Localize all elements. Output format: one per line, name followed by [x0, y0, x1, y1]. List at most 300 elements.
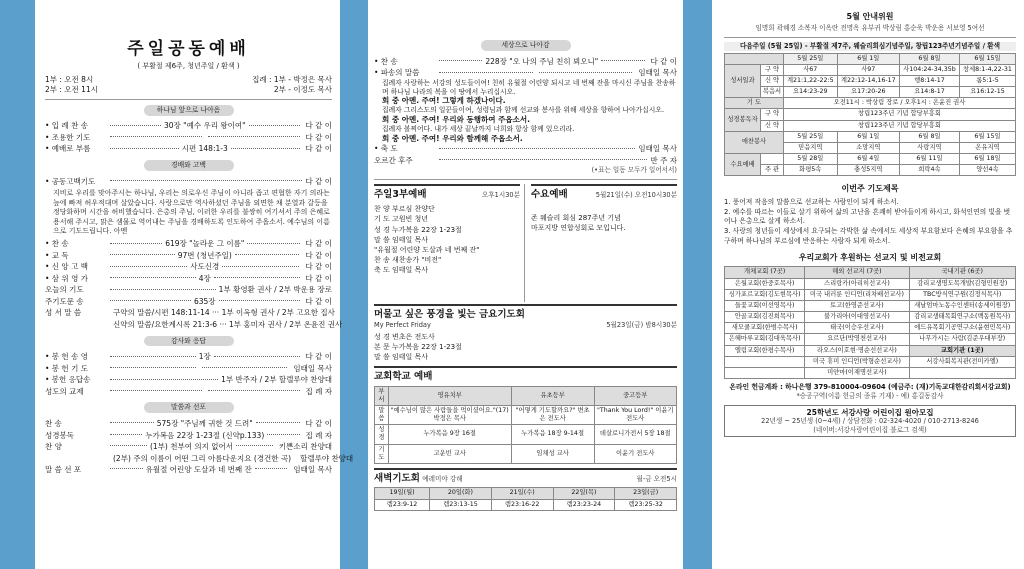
leader-dots	[222, 266, 299, 267]
order-row	[45, 418, 332, 430]
litany-speaker: 집례자	[382, 124, 404, 133]
ushers-list: 임명희 곽혜경 소복자 이옥란 전명옥 유부귀 박상림 홍순욱 박운용 서보영 5여선	[755, 24, 985, 33]
litany-line	[382, 115, 677, 125]
info-line: 기 도 고원빈 청년	[374, 215, 429, 224]
table-row	[375, 499, 677, 510]
table-cell: 누가복음 9장 16절	[388, 425, 511, 444]
table-cell: 6월 1일	[837, 53, 899, 64]
leader-dots	[539, 72, 633, 73]
table-cell: 6월 15일	[959, 53, 1015, 64]
info-line: 말 씀 임태일 목사	[374, 353, 429, 362]
table-cell: 사67	[783, 64, 837, 75]
table-cell	[725, 356, 805, 367]
leader-dots	[110, 379, 218, 380]
order-leader: 다 같 이	[305, 121, 333, 131]
order-label: • 조용한 기도	[45, 132, 91, 142]
table-row	[725, 75, 1016, 86]
order-row	[45, 363, 332, 375]
table-row	[725, 165, 1016, 176]
confession-text: 지비로 우리를 맞아주시는 하나님, 우리는 의로우신 주님이 아니라 좁고 편협한 자기 의라는 늪에 빠져 허우적대며 살았습니다. 사랑으로만 역사하셨던 주님을 외면한 채 분열과 갈등을 정당화하며 시간을 허비했습니다. 은총의 주님, 이러한 우리를 불쌍히 여기셔서 주의 은혜로 용서해 주시고, 맑은 샘물로 역어내는 주님을 경배하도록 인도하여 주옵소서. 예수님의 이름으로 기도드립니다. 아멘	[53, 189, 330, 236]
order-item: 사도신경	[190, 262, 220, 272]
order-label: • 봉헌 응답송	[45, 375, 91, 385]
table-cell: 오전11시 : 박상림 장로 / 오후1시 : 온윤진 권사	[783, 98, 1015, 109]
table-row	[725, 109, 1016, 120]
order-row	[45, 121, 332, 133]
info-line: 찬 송 새찬송가 "비전"	[374, 256, 442, 264]
order-leader: 다 같 이	[305, 144, 333, 154]
table-row	[725, 64, 1016, 75]
order-row	[45, 296, 332, 308]
table-cell: 싱가포르교회(김도현목사)	[725, 289, 805, 300]
table-row	[375, 405, 677, 424]
table-cell: "어떻게 기도할까요?" 변초은 전도사	[511, 405, 594, 424]
announcements-panel	[712, 0, 1024, 569]
litany-line	[382, 134, 677, 144]
mission-table	[724, 266, 1016, 379]
table-cell: 충성5지역	[837, 165, 899, 176]
section-header: 하나님 앞으로 나아옴	[144, 105, 234, 116]
litany-line	[382, 79, 677, 97]
order-row	[45, 308, 335, 320]
table-cell: 렘23:25-32	[615, 499, 677, 510]
leader-dots	[439, 72, 533, 73]
table-cell: 신 약	[761, 120, 784, 131]
leader-dots	[219, 300, 300, 301]
order-leader: 집 례 자	[305, 430, 333, 440]
info-line: 존 웨슬리 회심 287주년 기념	[531, 214, 621, 223]
column-header: 22일(목)	[553, 488, 615, 499]
order-row	[45, 250, 332, 262]
info-line: 2. 예수를 따르는 이들로 살기 위하여 삶의 고난을 흔쾌히 받아들이게 하시고, 화석인연의 빛을 벗어나 은총으로 살게 하소서.	[724, 207, 1011, 226]
donate-account: 온라인 헌금계좌 : 하나은행 379-810004-09604 (예금주: (재)기독교대한감리회서강교회)	[729, 383, 1011, 392]
section-rows	[45, 351, 332, 397]
leader-dots	[235, 254, 300, 255]
table-cell: 6월 18일	[959, 154, 1015, 165]
table-cell: 나무가시는 사람(김준우대부장)	[909, 334, 1015, 345]
table-cell: 미얀마(이재명선교사)	[805, 367, 909, 378]
table-cell: 6월 15일	[959, 131, 1015, 142]
donate-note: *승공구역(이름 헌금의 종류 기재) - 예) 홍길동감사	[796, 391, 944, 400]
table-cell: 감리교생태목회연구소(백동원목사)	[909, 312, 1015, 323]
order-label: 오늘의 기도	[45, 285, 84, 295]
litany-speaker: 회 중	[382, 96, 402, 106]
table-cell: 5월 28일	[783, 154, 837, 165]
table-cell: 화평5속	[783, 165, 837, 176]
leader-dots	[255, 468, 288, 469]
stand-note: (•표는 일동 모두가 일어서서)	[591, 166, 677, 175]
order-item: (2부) 주의 이름이 어떤 그리 아름다운지요 (경건한 곡)	[113, 453, 292, 463]
table-cell: 주 관	[761, 165, 784, 176]
table-cell: 안골교회(김진희목사)	[725, 312, 805, 323]
table-cell: 미국 내러룬 인디언(리차배선교사)	[805, 289, 909, 300]
table-cell: 요14:8-17	[899, 87, 959, 98]
leader-dots	[110, 422, 154, 423]
table-row	[725, 323, 1016, 334]
leader-dots	[214, 356, 300, 357]
order-item: 유월절 어린양 도살과 네 번째 잔	[145, 465, 252, 475]
leader-dots	[110, 367, 196, 368]
leader-dots	[110, 148, 179, 149]
table-cell: 구 약	[761, 64, 784, 75]
info-line: 성 경 변초은 전도사	[374, 332, 435, 341]
lectionary-table	[724, 53, 1016, 177]
schedule-panel	[368, 0, 683, 569]
info-line: 본 문 누가복음 22장 1-23절	[374, 343, 462, 351]
section-rows	[45, 239, 343, 331]
column-header: 부서	[375, 386, 389, 405]
order-leader: 다 같 이	[305, 352, 333, 362]
third-service-box: 주일3부예배 오후1시30분 찬 양 부르심 찬양단 기 도 고원빈 청년 성 경 누가복음 22장 1-23절 말 씀 임태일 목사 "유월절 어린양 도살과 네 번째 잔" 찬 송 새찬송가 "비전" 축 도 임태일 목사	[374, 184, 525, 302]
info-line: 1. 풍어져 작음의 말씀으로 선교하는 사람인이 되게 하소서.	[724, 197, 899, 206]
order-leader: 임태일 목사	[293, 363, 333, 373]
column-header: 영유치부	[388, 386, 511, 405]
prayer-title: 이번주 기도제목	[841, 184, 899, 194]
order-leader: 키쁜소리 찬양대	[278, 442, 332, 452]
order-item: 97번 (청년주일)	[177, 250, 232, 260]
leader-dots	[110, 277, 196, 278]
order-row	[45, 386, 332, 398]
order-leader: 다 같 이	[305, 262, 332, 272]
leader-dots	[110, 266, 187, 267]
benediction-row: • 축 도 임태일 목사	[374, 144, 677, 154]
leader-dots	[110, 136, 202, 137]
info-line: "유월절 어린양 도살과 네 번째 잔"	[374, 245, 480, 254]
order-label: • 예배로 부름	[45, 144, 91, 154]
table-cell: 고운빈 교사	[388, 444, 511, 463]
column-header: 20일(화)	[430, 488, 492, 499]
section-rows	[374, 56, 677, 79]
leader-dots	[231, 148, 300, 149]
order-item: 575장 "주님께 귀한 것 드려"	[156, 419, 253, 429]
table-cell: 창립123주년 기념 합당부흥회	[783, 109, 1015, 120]
order-leader: 임태일 목사	[293, 465, 332, 475]
table-header	[725, 267, 1016, 278]
litany-text: 사랑하는 서강의 성도들이여! 친히 유월절 어린양 되시고 네 번째 잔을 마시신 주님을 찬송하며 하나님 나라의 복을 이 땅에서 누리십시오.	[382, 78, 676, 96]
order-label: 찬 송	[45, 419, 62, 429]
order-row	[45, 441, 332, 453]
order-item: 30장 "예수 우리 왕이여"	[163, 121, 246, 131]
leader-dots	[110, 125, 161, 126]
table-row	[725, 154, 1016, 165]
order-item: (1부) 천부여 의지 없어서	[149, 442, 233, 452]
table-cell	[761, 154, 784, 165]
column-header: 유초등부	[511, 386, 594, 405]
table-cell: 구 약	[761, 109, 784, 120]
table-cell: 기 도	[725, 98, 784, 109]
column-header: 21일(수)	[491, 488, 553, 499]
table-cell: 사97	[837, 64, 899, 75]
table-cell: 이윤기 전도사	[594, 444, 676, 463]
leader-dots	[267, 434, 299, 435]
table-cell: 계21:1,22-22:5	[783, 75, 837, 86]
litany-line	[382, 125, 677, 134]
leader-dots	[110, 356, 196, 357]
section-header: 세상으로 나아감	[481, 40, 571, 51]
table-row	[725, 131, 1016, 142]
order-leader: 다 같 이	[305, 239, 333, 249]
order-label: • 교 독	[45, 250, 69, 260]
section-header: 경배와 고백	[144, 160, 234, 171]
order-item: 1부 반주자 / 2부 할렐루야 찬양대	[221, 375, 332, 385]
column-header: 개체교회 (7곳)	[725, 267, 805, 278]
table-cell: 계22:12-14,16-17	[837, 75, 899, 86]
table-header	[375, 488, 677, 499]
order-row	[45, 132, 332, 144]
litany-line	[382, 96, 677, 106]
order-leader: 집 례 자	[305, 386, 333, 396]
table-cell: "예수님이 많은 사람들을 먹이셨어요."(17) 박정은 목사	[388, 405, 511, 424]
info-line: 찬 양 부르심 찬양단	[374, 205, 435, 214]
order-item: 누가복음 22장 1-23절 (신약p.133)	[145, 430, 265, 440]
table-cell: 임채성 교사	[511, 444, 594, 463]
table-cell: 토고(한영준선교사)	[805, 300, 909, 311]
table-cell: 희락4속	[899, 165, 959, 176]
table-cell: 새모쿨교회(한범수목사)	[725, 323, 805, 334]
table-cell: "Thank You Lord!" 이윤기 전도사	[594, 405, 676, 424]
section-rows	[45, 121, 332, 156]
leader-dots	[110, 434, 142, 435]
table-cell: 사랑지역	[899, 142, 959, 153]
table-cell: 미국 휴미 인디언(박형순선교사)	[805, 356, 909, 367]
table-cell: 요르단(박영천선교사)	[805, 334, 909, 345]
order-label: • 찬 송	[45, 239, 69, 249]
daycare-box: 25학년도 서강사랑 어린이집 원아모집 22년생 ~ 25년생 (0~4세) / 상담전화 : 02-324-4020 / 010-2713-8246 (네이버:서강사랑어린이집 블로그 검색)	[724, 405, 1016, 438]
mission-title: 우리교회가 후원하는 선교지 및 비전교회	[798, 253, 942, 263]
table-cell: 렘23:13-15	[430, 499, 492, 510]
table-row	[725, 356, 1016, 367]
ushers-title: 5월 안내위원	[846, 12, 894, 21]
gutter-1	[340, 0, 368, 569]
table-cell: 요14:23-29	[783, 87, 837, 98]
litany-text: 아멘. 주여! 우리와 함께해 주옵소서.	[401, 133, 523, 143]
table-cell	[725, 367, 805, 378]
order-label: • 입 례 찬 송	[45, 121, 88, 131]
leader-dots	[214, 277, 300, 278]
order-leader: 다 같 이	[305, 296, 333, 306]
left-margin	[0, 0, 35, 569]
info-line: 말 씀 임태일 목사	[374, 235, 429, 244]
table-cell: 은혜마루교회(김대욱목사)	[725, 334, 805, 345]
order-row	[374, 56, 677, 68]
confession-row: • 공동고백기도 다 같 이	[45, 176, 332, 186]
table-header	[375, 386, 677, 405]
table-cell: 롬5:1-5	[959, 75, 1015, 86]
section-header: 말씀과 선포	[144, 402, 234, 413]
order-leader: 다 같 이	[305, 273, 333, 283]
order-label: • 찬 송	[374, 56, 398, 66]
order-row	[45, 285, 332, 297]
table-cell: 불가리아(이대영선교사)	[805, 312, 909, 323]
column-header: 19일(월)	[375, 488, 430, 499]
order-row	[45, 262, 332, 274]
table-row	[725, 312, 1016, 323]
table-cell: 라오스(이호현·명순선선교사)	[805, 345, 909, 356]
order-label: • 파송의 말씀	[374, 68, 420, 78]
table-cell: 에드유목회기공연구소(윤현민목사)	[909, 323, 1015, 334]
leader-dots	[256, 422, 300, 423]
table-cell	[909, 367, 1015, 378]
table-cell: 행8:14-17	[899, 75, 959, 86]
order-row	[45, 144, 332, 156]
order-row	[45, 453, 354, 465]
order-row	[374, 67, 677, 79]
next-sunday-title: 다음주일 (5월 25일) - 부활절 제7주, 웨슬리회심기념주일, 창립123주년기념주일 / 환색	[724, 42, 1016, 51]
litany-speaker: 집례자	[382, 78, 404, 87]
table-cell: 렘23:23-24	[553, 499, 615, 510]
table-cell: 말씀	[375, 405, 389, 424]
litany-text: 그리스도의 일꾼들이여, 성령님과 함께 선교와 봉사를 위해 세상을 향하여 나아가십시오.	[403, 106, 664, 115]
order-label: 성도의 교제	[45, 386, 84, 396]
leader-dots	[110, 390, 202, 391]
table-row	[725, 334, 1016, 345]
table-cell	[725, 53, 784, 64]
leader-dots	[110, 254, 175, 255]
order-item: 4장	[198, 273, 211, 283]
order-item: 신약의 말씀/요한계시록 21:3-6 ··· 1부 홍미자 권사 / 2부 온윤진 권사	[113, 319, 343, 329]
table-cell: 교회기관 (1곳)	[909, 345, 1015, 356]
leader-dots	[208, 136, 300, 137]
table-cell: 6월 8일	[899, 131, 959, 142]
table-row	[725, 53, 1016, 64]
table-row	[725, 289, 1016, 300]
table-cell: 렘23:9-12	[375, 499, 430, 510]
litany-speaker: 회 중	[382, 133, 402, 143]
order-leader: 다 같 이	[650, 56, 678, 66]
friday-prayer-box: 머물고 싶은 풍경을 빛는 금요기도회 My Perfect Friday 5월23일(금) 밤8시30분 성 경 변초은 전도사 본 문 누가복음 22장 1-23절 말 씀 임태일 목사	[374, 304, 677, 362]
table-cell: 사104:24-34,35b	[899, 64, 959, 75]
table-cell: 성경	[375, 425, 389, 444]
leader-dots	[110, 468, 143, 469]
order-row	[45, 351, 332, 363]
column-header: 해외 선교지 (7곳)	[805, 267, 909, 278]
column-header: 23일(금)	[615, 488, 677, 499]
info-line: 축 도 임태일 목사	[374, 266, 429, 275]
litany-text: 아멘. 주여! 그렇게 하겠나이다.	[401, 96, 506, 106]
order-row	[45, 273, 332, 285]
section-header: 감사와 응답	[144, 336, 234, 347]
table-cell: 서강사회복지관(전미카엘)	[909, 356, 1015, 367]
table-cell: 믿음지역	[783, 142, 837, 153]
info-line: 3. 사랑의 청년들이 세상에서 요구되는 각박한 삶 속에서도 세상적 부요함보다 은혜의 부요함을 추구하며 하나님의 부르심에 반응하는 사람자 되게 하소서.	[724, 227, 1013, 246]
table-row	[725, 300, 1016, 311]
church-school-box: 교회학교 예배 부서 영유치부 유초등부 중고등부 말씀 "예수님이 많은 사람들을 먹이셨어요."(17) 박정은 목사 "어떻게 기도할까요?" 변초은 전도사 "Thank You Lord!" 이윤기 전도사 성경 누가복음 9장 16절 누가복음 18장 9-14절 데살로니가전서 5장 18절 기도 고운빈 교사 임채성 교사 이윤기 전도사	[374, 366, 677, 464]
table-row	[725, 87, 1016, 98]
order-label: 말 씀 선 포	[45, 465, 82, 475]
table-cell: 요17:20-26	[837, 87, 899, 98]
litany-line	[382, 106, 677, 115]
table-cell: 창립123주년 기념 합당부흥회	[783, 120, 1015, 131]
leader-dots	[110, 243, 162, 244]
table-cell: 복음서	[761, 87, 784, 98]
table-row	[375, 444, 677, 463]
table-row	[725, 345, 1016, 356]
table-cell: 엘림교회(한평수목사)	[725, 345, 805, 356]
table-cell: 들꽃교회(이선영목사)	[725, 300, 805, 311]
table-cell: 온유지역	[959, 142, 1015, 153]
table-row	[725, 120, 1016, 131]
postlude-row: 오르간 후주 반 주 자	[374, 155, 677, 165]
order-label: • 삼 위 영 가	[45, 273, 88, 283]
table-cell: 6월 8일	[899, 53, 959, 64]
litany-speaker: 회 중	[382, 115, 402, 125]
service-times: 1부 : 오전 8시 2부 : 오전 11시 집례 : 1부 - 박정은 목사 2부 - 이정도 목사	[45, 75, 332, 94]
table-row	[725, 98, 1016, 109]
table-cell: 렘23:16-22	[491, 499, 553, 510]
section-rows	[45, 418, 354, 476]
sending-litany	[374, 79, 677, 144]
table-row	[375, 425, 677, 444]
table-cell: 감리교생명도목개발(김형민원장)	[909, 278, 1015, 289]
table-row	[725, 367, 1016, 378]
table-cell: 스리랑카(아리히선교사)	[805, 278, 909, 289]
order-item: 구약의 말씀/시편 148:11-14 ··· 1부 이옥형 권사 / 2부 고요한 집사	[113, 308, 335, 318]
order-label: • 봉 헌 송 영	[45, 352, 88, 362]
table-cell: 6월 4일	[837, 154, 899, 165]
page-subtitle: ( 부활절 제6주, 청년주일 / 환색 )	[137, 62, 240, 71]
order-leader: 다 같 이	[305, 250, 332, 260]
leader-dots	[439, 60, 482, 61]
order-item: 619장 "놀라운 그 이름"	[165, 239, 245, 249]
order-row	[45, 464, 332, 476]
order-row	[45, 319, 343, 331]
litany-text: 볼찌어다. 내가 세상 끝날까지 너희와 항상 함께 있으리라.	[403, 124, 575, 133]
table-cell: 신 약	[761, 75, 784, 86]
table-cell: 양선4속	[959, 165, 1015, 176]
dawn-prayer-box: 새벽기도회 예레미야 강해 월-금 오전5시 19일(월) 20일(화) 21일(수) 22일(목) 23일(금) 렘23:9-12 렘23:13-15 렘23:16-22 렘23:23-24 렘23:25-32	[374, 468, 677, 511]
table-cell: 데살로니가전서 5장 18절	[594, 425, 676, 444]
table-cell: 누가복음 18장 9-14절	[511, 425, 594, 444]
table-cell: 5월 25일	[783, 53, 837, 64]
leader-dots	[208, 390, 300, 391]
table-cell: 애찬봉사	[725, 131, 784, 153]
table-cell: 6월 1일	[837, 131, 899, 142]
table-cell: 창세8:1-4,22-31	[959, 64, 1015, 75]
table-cell: 성경봉독자	[725, 109, 761, 131]
order-leader: 다 같 이	[305, 132, 333, 142]
leader-dots	[601, 60, 644, 61]
info-line: 성 경 누가복음 22장 1-23절	[374, 225, 462, 234]
order-item: 1부 황영환 권사 / 2부 박운용 장로	[218, 285, 332, 295]
order-item: 635장	[193, 296, 216, 306]
order-item: 228장 "오 나의 주님 친히 뵈오니"	[485, 56, 599, 66]
order-row	[45, 239, 332, 251]
info-line: 마포지방 연합성회로 모입니다.	[531, 224, 626, 233]
column-header: 중고등부	[594, 386, 676, 405]
page-title: 주일공동예배	[127, 39, 250, 59]
order-leader: 임태일 목사	[638, 68, 678, 78]
leader-dots	[110, 300, 191, 301]
wednesday-service-box: 수요예배 5월21일(수) 오전10시30분 존 웨슬리 회심 287주년 기념 마포지방 연합성회로 모입니다.	[531, 184, 677, 302]
order-row	[45, 430, 332, 442]
litany-speaker: 집례자	[382, 106, 404, 115]
leader-dots	[110, 289, 216, 290]
order-label: 주기도문 송	[45, 296, 84, 306]
table-cell: 5월 25일	[783, 131, 837, 142]
leader-dots	[247, 243, 299, 244]
leader-dots	[236, 445, 273, 446]
table-cell: 태국(이승우선교사)	[805, 323, 909, 334]
table-cell: 기도	[375, 444, 389, 463]
order-leader: 다 같 이	[305, 419, 333, 429]
table-cell: 6월 11일	[899, 154, 959, 165]
leader-dots	[202, 367, 288, 368]
leader-dots	[249, 125, 300, 126]
order-item: 시편 148:1-3	[181, 144, 228, 154]
gutter-2	[683, 0, 712, 569]
table-cell: 소망지역	[837, 142, 899, 153]
table-cell: 성서일과	[725, 64, 761, 98]
order-label: • 봉 헌 기 도	[45, 363, 88, 373]
